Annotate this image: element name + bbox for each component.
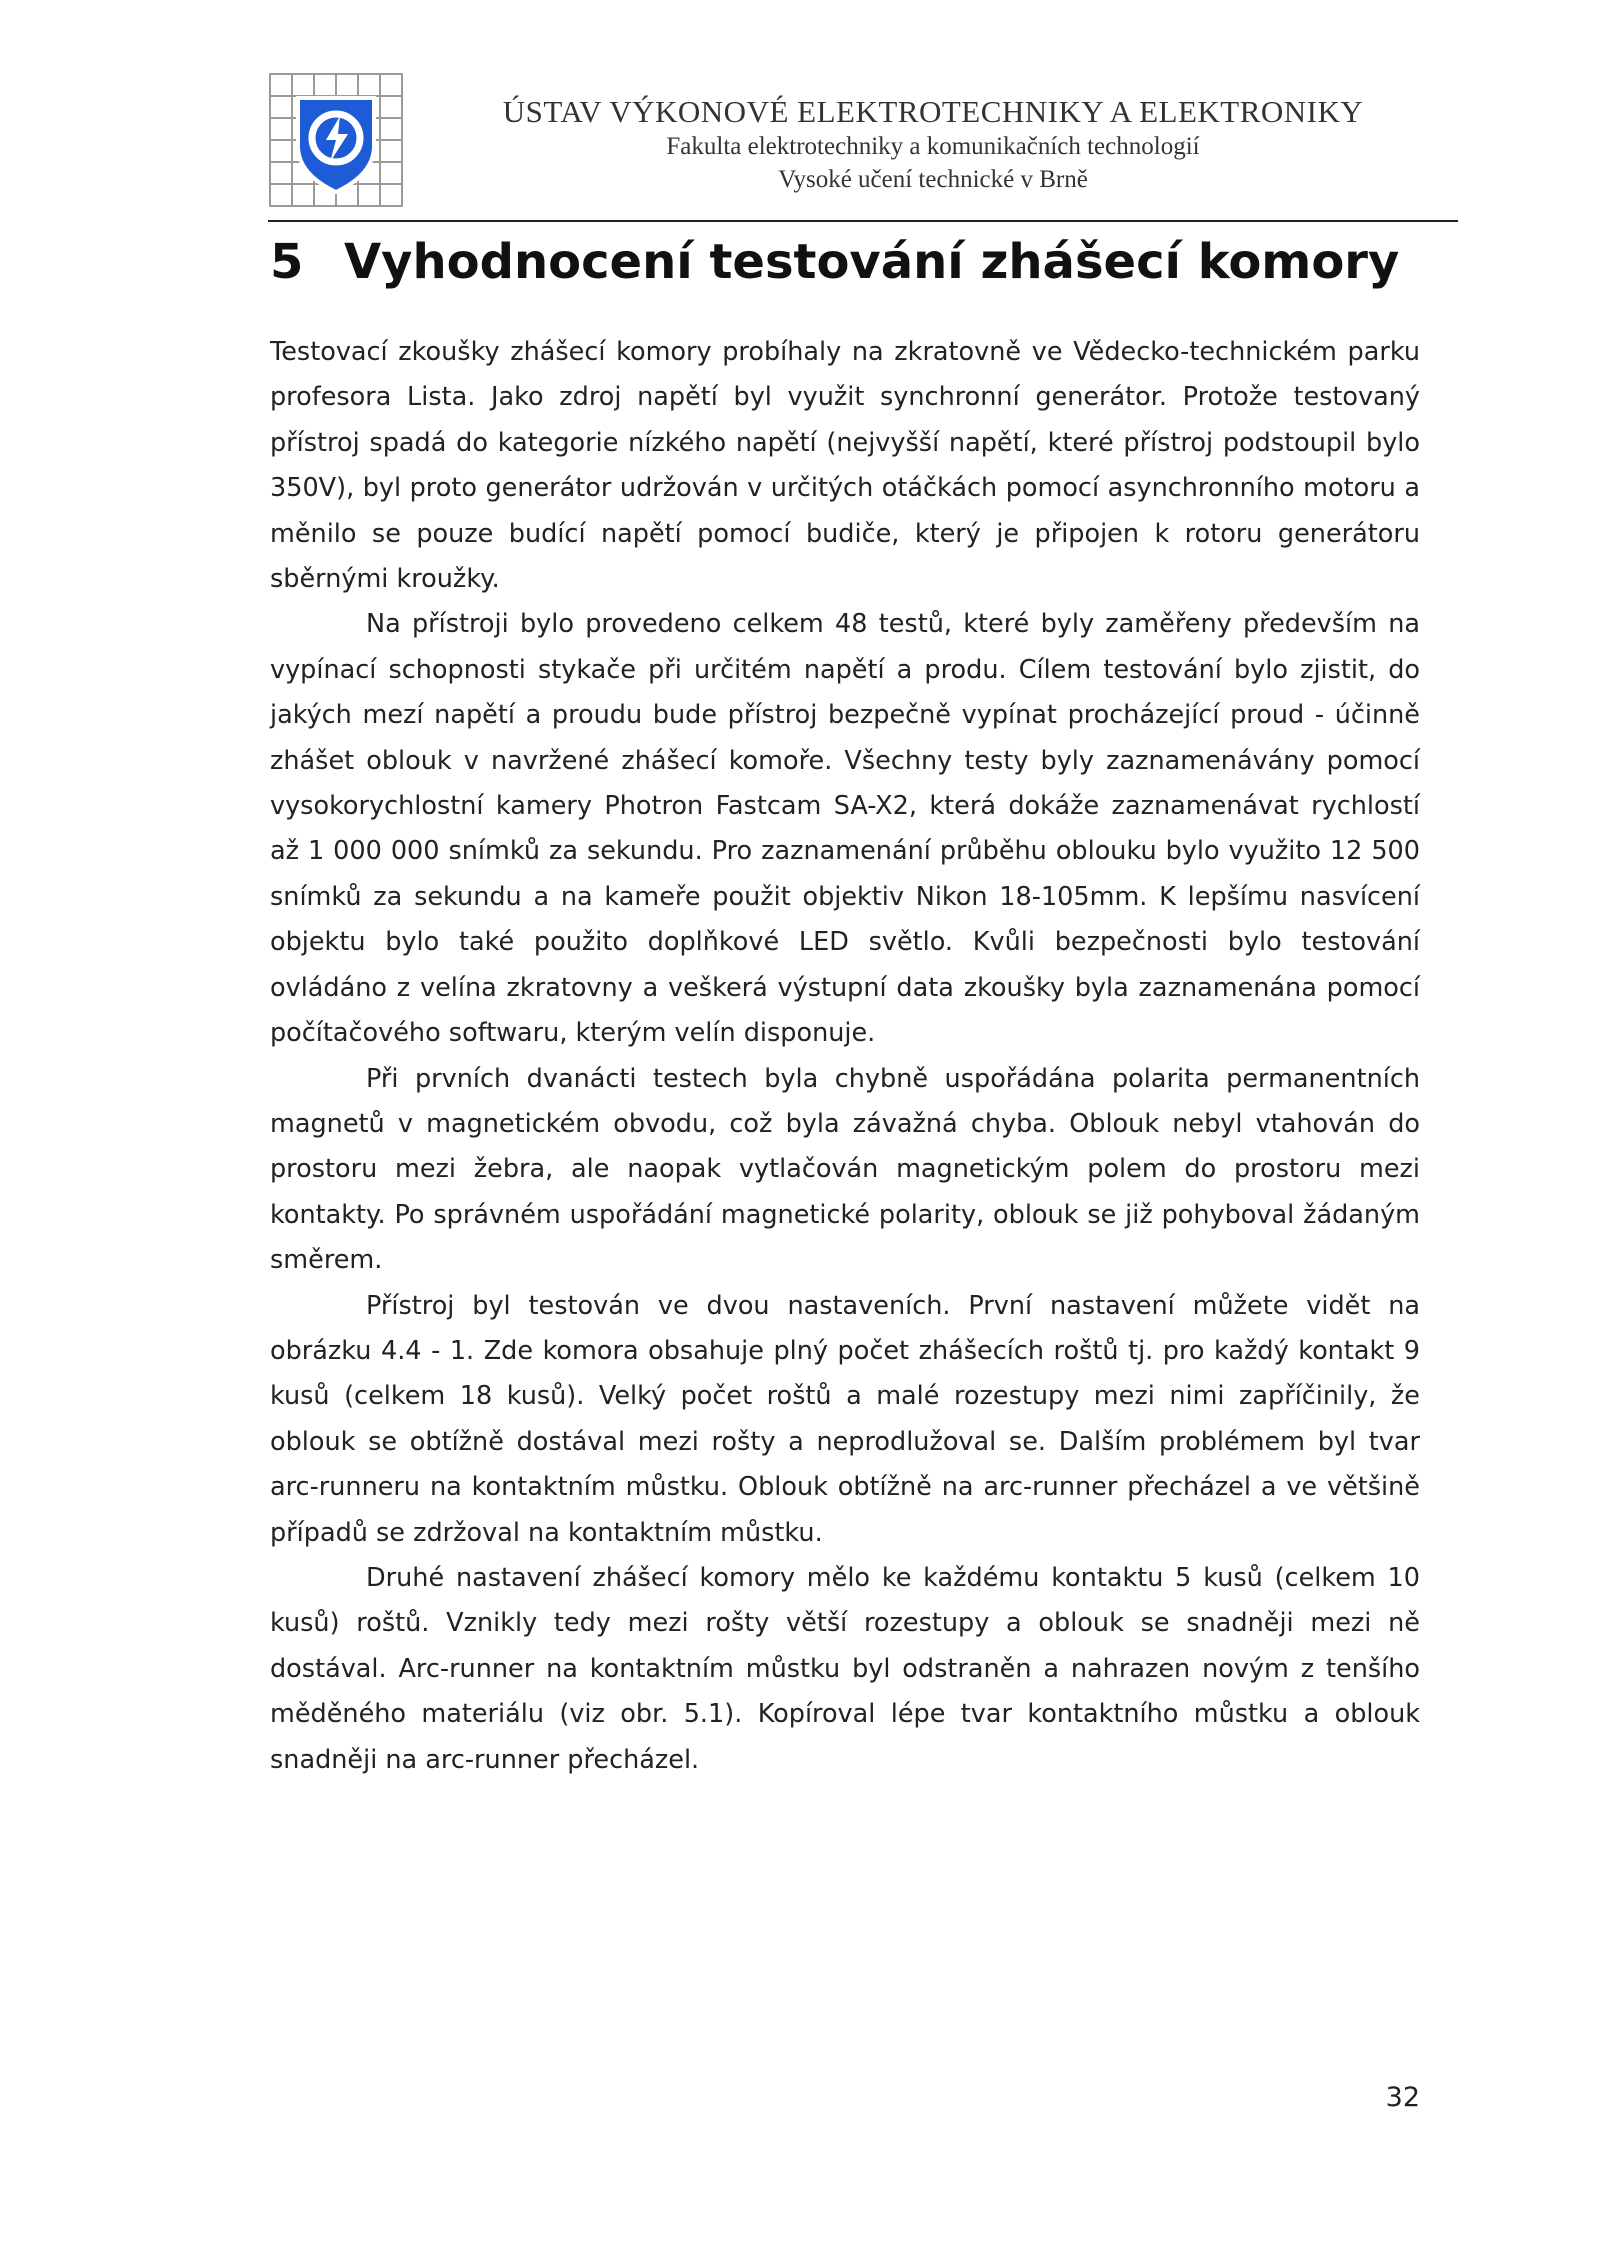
university-name: Vysoké učení technické v Brně: [778, 166, 1088, 193]
paragraph: Na přístroji bylo provedeno celkem 48 testů, které byly zaměřeny především na vypínací schopnosti stykače při určitém napětí a produ. Cílem testování bylo zjistit, do jakých mezí napětí a proudu bude přístroj bezpečně vypínat procházející proud - účinně zhášet oblouk v navržené zhášecí komoře. Všechny testy byly zaznamenávány pomocí vysokorychlostní kamery Photron Fastcam SA-X2, která dokáže zaznamenávat rychlostí až 1 000 000 snímků za sekundu. Pro zaznamenání průběhu oblouku bylo využito 12 500 snímků za sekundu a na kameře použit objektiv Nikon 18-105mm. K lepšímu nasvícení objektu bylo také použito doplňkové LED světlo. Kvůli bezpečnosti bylo testování ovládáno z velína zkratovny a veškerá výstupní data zkoušky byla zaznamenána pomocí počítačového softwaru, kterým velín disponuje.: [270, 609, 1420, 1049]
university-emblem-icon: [268, 72, 404, 208]
chapter-heading: [270, 230, 1430, 294]
chapter-title: Vyhodnocení testování zhášecí komory: [344, 234, 1400, 290]
body-text: [270, 330, 1420, 1783]
faculty-name: Fakulta elektrotechniky a komunikačních technologií: [666, 133, 1200, 160]
header-text: [408, 94, 1458, 196]
institute-name: ÚSTAV VÝKONOVÉ ELEKTROTECHNIKY A ELEKTRONIKY: [502, 94, 1364, 129]
page-header: [268, 72, 1458, 222]
chapter-number: 5: [270, 234, 304, 290]
page-number: 32: [1385, 2082, 1420, 2113]
paragraph: Testovací zkoušky zhášecí komory probíhaly na zkratovně ve Vědecko-technickém parku profesora Lista. Jako zdroj napětí byl využit synchronní generátor. Protože testovaný přístroj spadá do kategorie nízkého napětí (nejvyšší napětí, které přístroj podstoupil bylo 350V), byl proto generátor udržován v určitých otáčkách pomocí asynchronního motoru a měnilo se pouze budící napětí pomocí budiče, který je připojen k rotoru generátoru sběrnými kroužky.: [270, 337, 1420, 595]
paragraph: Přístroj byl testován ve dvou nastaveních. První nastavení můžete vidět na obrázku 4.4 - 1. Zde komora obsahuje plný počet zhášecích roštů tj. pro každý kontakt 9 kusů (celkem 18 kusů). Velký počet roštů a malé rozestupy mezi nimi zapříčinily, že oblouk se obtížně dostával mezi rošty a neprodlužoval se. Dalším problémem byl tvar arc-runneru na kontaktním můstku. Oblouk obtížně na arc-runner přecházel a ve většině případů se zdržoval na kontaktním můstku.: [270, 1290, 1420, 1548]
paragraph: Při prvních dvanácti testech byla chybně uspořádána polarita permanentních magnetů v magnetickém obvodu, což byla závažná chyba. Oblouk nebyl vtahován do prostoru mezi žebra, ale naopak vytlačován magnetickým polem do prostoru mezi kontakty. Po správném uspořádání magnetické polarity, oblouk se již pohyboval žádaným směrem.: [270, 1063, 1420, 1276]
paragraph: Druhé nastavení zhášecí komory mělo ke každému kontaktu 5 kusů (celkem 10 kusů) roštů. Vznikly tedy mezi rošty větší rozestupy a oblouk se snadněji mezi ně dostával. Arc-runner na kontaktním můstku byl odstraněn a nahrazen novým z tenšího měděného materiálu (viz obr. 5.1). Kopíroval lépe tvar kontaktního můstku a oblouk snadněji na arc-runner přecházel.: [270, 1562, 1420, 1775]
